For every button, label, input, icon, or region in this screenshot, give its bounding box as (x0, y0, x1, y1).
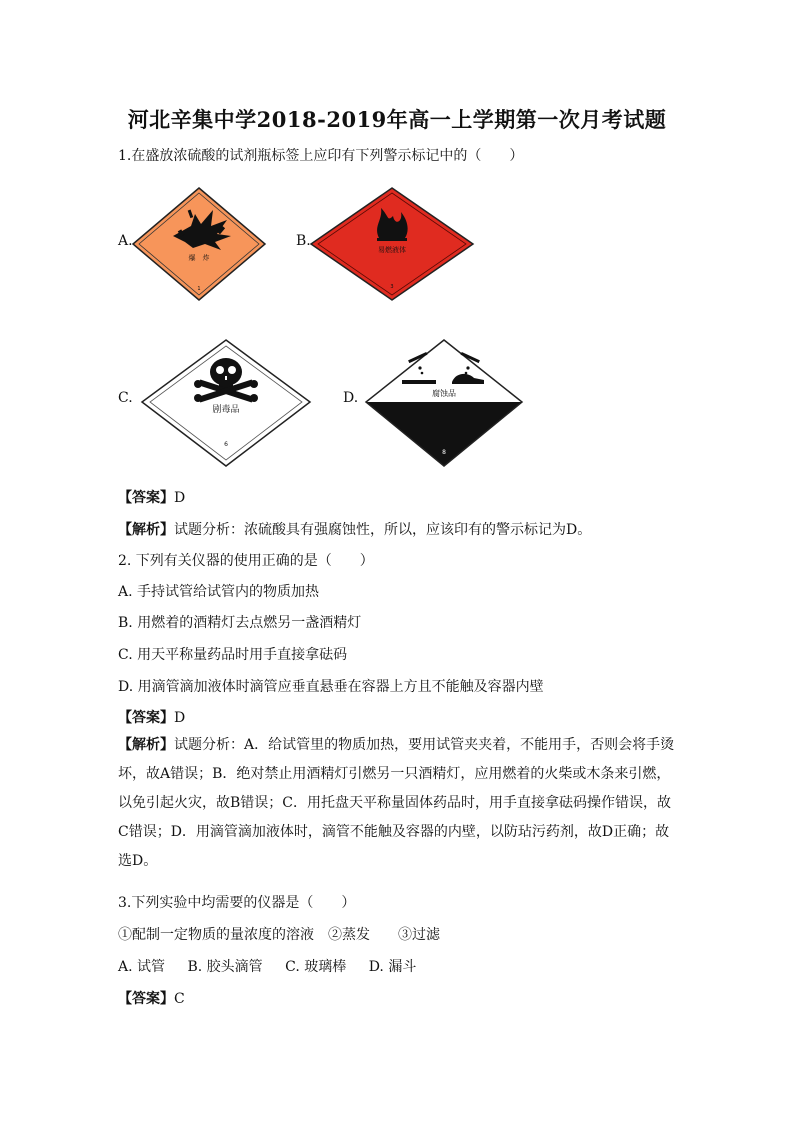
q1-option-d-label: D. (343, 390, 359, 406)
q2-option-a: A. 手持试管给试管内的物质加热 (118, 584, 320, 600)
q1-sign-b-text: 易燃液体 (378, 246, 406, 254)
q2-option-c: C. 用天平称量药品时用手直接拿砝码 (118, 647, 348, 663)
q3-option-b: B. 胶头滴管 (187, 959, 263, 975)
q3-option-a: A. 试管 (118, 959, 166, 975)
q2-analysis: 【解析】试题分析：A．给试管里的物质加热，要用试管夹夹着，不能用手，否则会将手烫坏，故A错误；B．绝对禁止用酒精灯引燃另一只酒精灯，应用燃着的火柴或木条来引燃，以免引起火灾，故B错误；C．用托盘天平称量固体药品时，用手直接拿砝码操作错误，故C错误；D．用滴管滴加液体时，滴管不能触及容器的内壁，以防玷污药剂，故D正确；故选D。 (118, 737, 675, 869)
q1-option-b-label: B. (296, 233, 311, 249)
q1-sign-d-num: 8 (442, 449, 446, 456)
q1-analysis: 【解析】试题分析：浓硫酸具有强腐蚀性，所以，应该印有的警示标记为D。 (118, 522, 592, 538)
q1-sign-c-num: 6 (224, 441, 228, 448)
q3-options (118, 956, 416, 976)
q1-sign-c-text: 剧毒品 (212, 405, 240, 415)
q1-option-a-label: A. (118, 233, 133, 249)
explosive-sign-icon (131, 186, 267, 302)
q1-sign-b-num: 3 (390, 284, 394, 290)
q1-option-c-label: C. (118, 390, 133, 406)
q3-stem: 3.下列实验中均需要的仪器是（ ） (118, 895, 356, 911)
q1-sign-d-text: 腐蚀品 (432, 389, 456, 398)
q3-items: ①配制一定物质的量浓度的溶液 ②蒸发 ③过滤 (118, 927, 440, 943)
q3-option-d: D. 漏斗 (368, 959, 417, 975)
q1-stem: 1.在盛放浓硫酸的试剂瓶标签上应印有下列警示标记中的（ ） (118, 148, 524, 164)
q3-answer: 【答案】C (118, 991, 185, 1007)
q2-option-b: B. 用燃着的酒精灯去点燃另一盏酒精灯 (118, 615, 362, 631)
q2-answer: 【答案】D (118, 710, 186, 726)
corrosive-sign-icon (364, 338, 524, 468)
q2-stem: 2. 下列有关仪器的使用正确的是（ ） (118, 553, 374, 569)
page-title: 河北辛集中学2018-2019年高一上学期第一次月考试题 (127, 107, 667, 132)
flammable-liquid-sign-icon (309, 186, 475, 302)
q3-option-c: C. 玻璃棒 (285, 959, 347, 975)
q2-option-d: D. 用滴管滴加液体时滴管应垂直悬垂在容器上方且不能触及容器内壁 (118, 679, 544, 695)
toxic-sign-icon (140, 338, 312, 468)
q1-sign-a-num: 1 (197, 286, 201, 292)
q1-answer: 【答案】D (118, 490, 186, 506)
q1-sign-a-text: 爆 炸 (188, 254, 210, 262)
